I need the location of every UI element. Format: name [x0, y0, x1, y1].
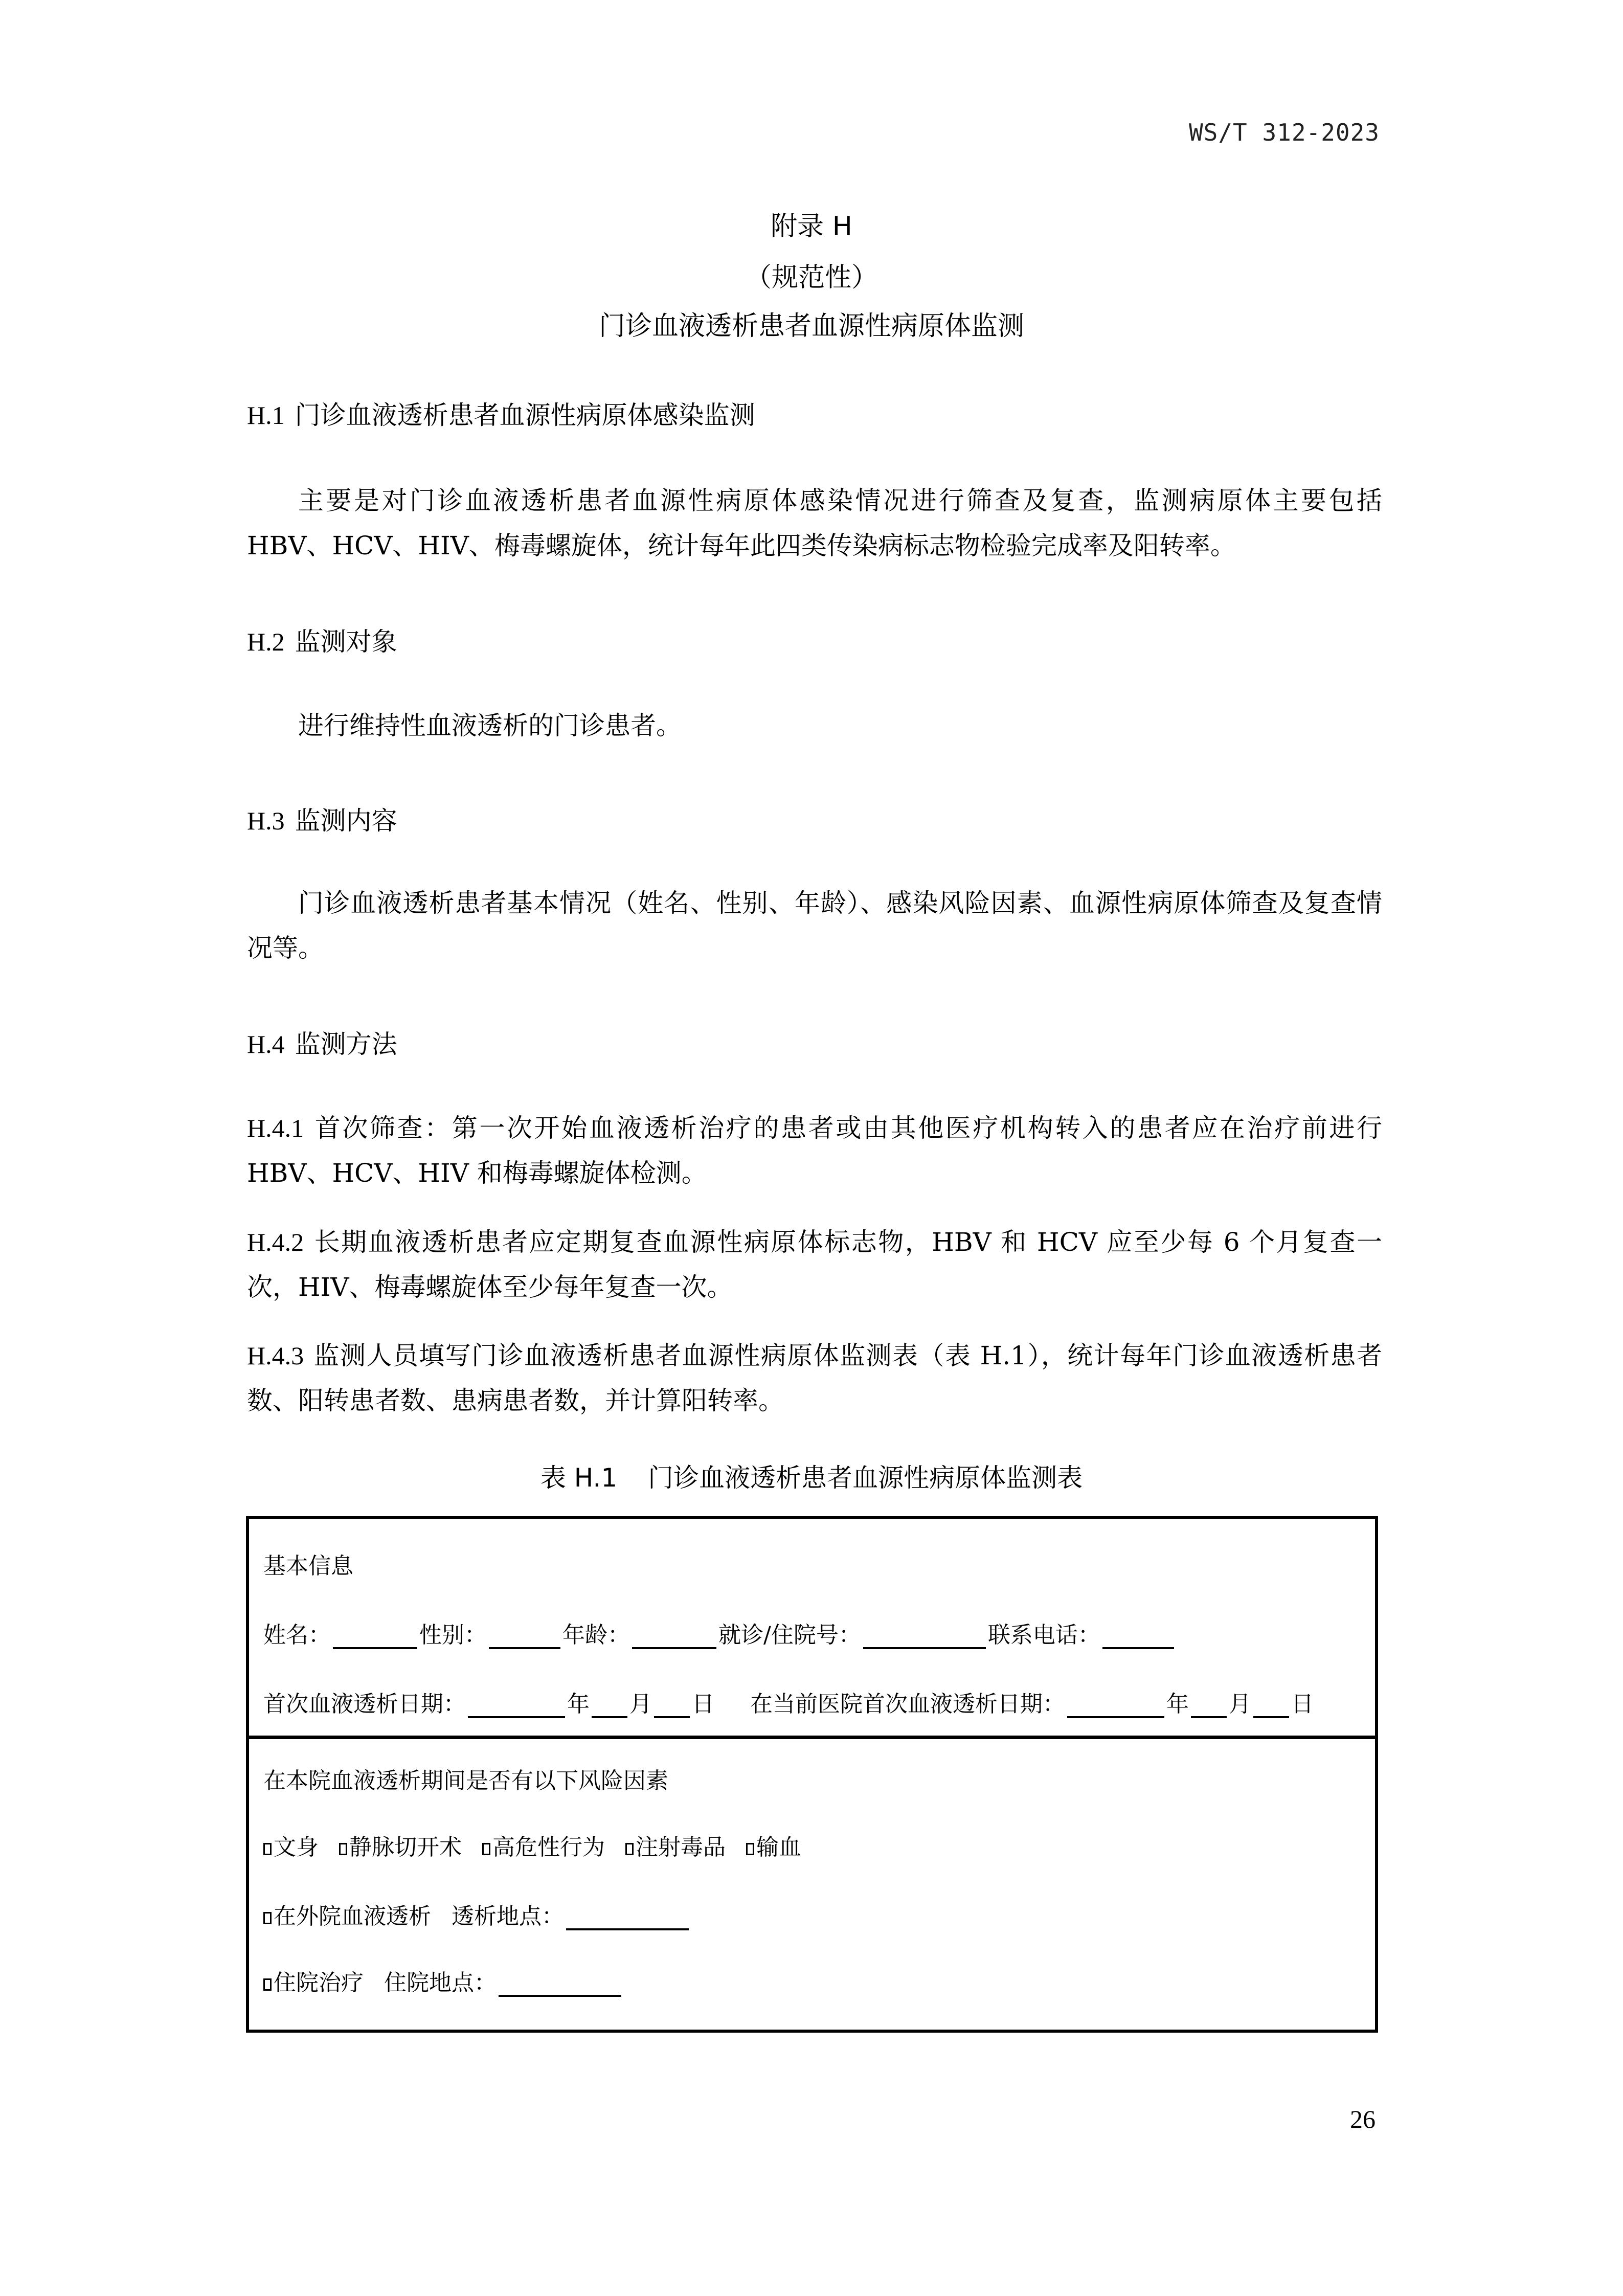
first-dialysis-month-field[interactable] — [592, 1696, 627, 1718]
basic-info-fields — [263, 1616, 1176, 1649]
risk-option-venesection[interactable] — [339, 1834, 462, 1860]
phone-label: 联系电话： — [987, 1622, 1100, 1648]
section-heading-h3 — [247, 800, 397, 837]
option-label: 输血 — [756, 1834, 801, 1860]
table-title: 门诊血液透析患者血源性病原体监测表 — [648, 1463, 1083, 1493]
day-label: 日 — [1291, 1691, 1314, 1717]
section-heading-h4 — [247, 1024, 397, 1061]
checkbox-icon[interactable] — [263, 1843, 272, 1855]
clause-text: 首次筛查：第一次开始血液透析治疗的患者或由其他医疗机构转入的患者应在治疗前进行 HBV、HCV、HIV 和梅毒螺旋体检测。 — [247, 1113, 1382, 1188]
checkbox-icon[interactable] — [482, 1843, 490, 1855]
age-field[interactable] — [632, 1627, 716, 1649]
section-body-h3: 门诊血液透析患者基本情况（姓名、性别、年龄）、感染风险因素、血源性病原体筛查及复查情况等。 — [247, 888, 1382, 963]
risk-option-transfusion[interactable] — [746, 1834, 801, 1860]
id-field[interactable] — [863, 1627, 986, 1649]
current-hospital-first-label: 在当前医院首次血液透析日期： — [750, 1691, 1065, 1717]
name-field[interactable] — [333, 1627, 417, 1649]
section-body-h2: 进行维持性血液透析的门诊患者。 — [298, 711, 682, 740]
phone-field[interactable] — [1102, 1627, 1174, 1649]
age-label: 年龄： — [562, 1622, 630, 1648]
current-hospital-day-field[interactable] — [1253, 1696, 1289, 1718]
clause-number: H.4.2 — [247, 1228, 304, 1256]
section-number: H.3 — [247, 806, 285, 835]
section-title: 监测内容 — [295, 806, 397, 836]
appendix-title: 门诊血液透析患者血源性病原体监测 — [598, 311, 1024, 342]
external-location-field[interactable] — [566, 1908, 689, 1930]
month-label: 月 — [629, 1691, 652, 1717]
year-label: 年 — [567, 1691, 590, 1717]
monitoring-form-table — [246, 1516, 1378, 2033]
clause-h4-1 — [247, 1106, 1382, 1196]
checkbox-icon[interactable] — [625, 1843, 634, 1855]
dialysis-date-fields — [263, 1685, 1314, 1718]
option-label: 静脉切开术 — [349, 1834, 462, 1860]
clause-text: 长期血液透析患者应定期复查血源性病原体标志物，HBV 和 HCV 应至少每 6 个月复查一次，HIV、梅毒螺旋体至少每年复查一次。 — [247, 1227, 1382, 1302]
gender-label: 性别： — [419, 1622, 487, 1648]
standard-code: WS/T 312-2023 — [1188, 119, 1380, 146]
basic-info-heading: 基本信息 — [263, 1553, 353, 1579]
table-number: 表 H.1 — [540, 1463, 618, 1493]
risk-option-tattoo[interactable] — [263, 1834, 319, 1860]
risk-factor-options — [263, 1829, 822, 1861]
appendix-nature: （规范性） — [745, 262, 878, 293]
checkbox-icon[interactable] — [263, 1978, 272, 1991]
table-caption — [0, 1457, 1623, 1494]
hospital-location-field[interactable] — [499, 1974, 621, 1997]
clause-number: H.4.1 — [247, 1114, 304, 1142]
id-label: 就诊/住院号： — [718, 1622, 861, 1648]
section-number: H.2 — [247, 627, 285, 656]
page-number: 26 — [1350, 2105, 1376, 2133]
checkbox-icon[interactable] — [263, 1912, 272, 1924]
option-label: 注射毒品 — [636, 1834, 726, 1860]
hospitalization-label: 住院治疗 — [274, 1970, 364, 1996]
basic-info-section — [249, 1519, 1375, 1739]
checkbox-icon[interactable] — [339, 1843, 347, 1855]
risk-option-high-risk-sex[interactable] — [482, 1834, 605, 1860]
gender-field[interactable] — [489, 1627, 560, 1649]
section-number: H.1 — [247, 401, 285, 430]
clause-h4-2 — [247, 1220, 1382, 1310]
option-label: 高危性行为 — [492, 1834, 605, 1860]
day-label: 日 — [692, 1691, 714, 1717]
section-body-h1: 主要是对门诊血液透析患者血源性病原体感染情况进行筛查及复查，监测病原体主要包括 HBV、HCV、HIV、梅毒螺旋体，统计每年此四类传染病标志物检验完成率及阳转率。 — [247, 486, 1382, 560]
hospital-location-label: 住院地点： — [384, 1970, 497, 1996]
section-heading-h2 — [247, 621, 397, 658]
section-number: H.4 — [247, 1030, 285, 1059]
section-title: 监测对象 — [295, 627, 397, 657]
section-title: 门诊血液透析患者血源性病原体感染监测 — [295, 400, 755, 430]
month-label: 月 — [1229, 1691, 1251, 1717]
clause-text: 监测人员填写门诊血液透析患者血源性病原体监测表（表 H.1），统计每年门诊血液透析患者数、阳转患者数、患病患者数，并计算阳转率。 — [247, 1341, 1382, 1415]
clause-h4-3 — [247, 1333, 1382, 1423]
external-location-label: 透析地点： — [452, 1903, 564, 1929]
section-title: 监测方法 — [295, 1029, 397, 1059]
year-label: 年 — [1166, 1691, 1189, 1717]
option-label: 文身 — [274, 1834, 319, 1860]
section-heading-h1 — [247, 395, 755, 432]
clause-number: H.4.3 — [247, 1341, 304, 1370]
risk-factors-heading: 在本院血液透析期间是否有以下风险因素 — [263, 1768, 668, 1794]
first-dialysis-day-field[interactable] — [654, 1696, 690, 1718]
risk-factors-section — [249, 1739, 1375, 2033]
name-label: 姓名： — [263, 1622, 331, 1648]
first-dialysis-label: 首次血液透析日期： — [263, 1691, 466, 1717]
external-dialysis-line — [263, 1898, 691, 1930]
risk-option-injection-drugs[interactable] — [625, 1834, 726, 1860]
hospitalization-line — [263, 1964, 623, 1997]
checkbox-icon[interactable] — [746, 1843, 754, 1855]
current-hospital-year-field[interactable] — [1067, 1696, 1164, 1718]
current-hospital-month-field[interactable] — [1191, 1696, 1227, 1718]
external-dialysis-label: 在外院血液透析 — [274, 1903, 431, 1929]
first-dialysis-year-field[interactable] — [468, 1696, 565, 1718]
appendix-label: 附录 H — [771, 211, 852, 242]
